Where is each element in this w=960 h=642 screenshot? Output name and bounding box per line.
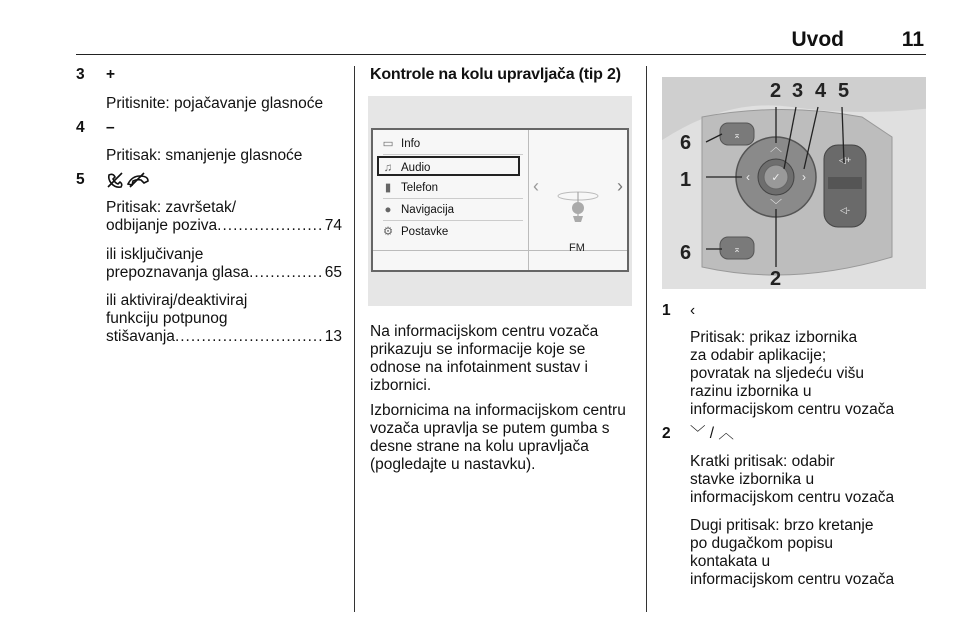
- text-line: po dugačkom popisu: [690, 535, 834, 552]
- item-description: Pritisak: smanjenje glasnoće: [106, 147, 303, 164]
- text-line: (pogledajte u nastavku).: [370, 456, 536, 473]
- menu-item-info: ▭ Info: [381, 134, 521, 154]
- item-number: 4: [76, 119, 85, 136]
- radio-source-label: FM: [569, 242, 585, 254]
- svg-text:◁+: ◁+: [838, 155, 852, 165]
- entry-text: odbijanje poziva: [106, 217, 218, 234]
- svg-text:﹀: ﹀: [769, 198, 783, 212]
- plus-symbol: +: [106, 66, 116, 83]
- entry-text: prepoznavanja glasa: [106, 264, 250, 281]
- figure-label: 4: [815, 80, 827, 102]
- phone-icon: ▮: [384, 182, 392, 194]
- figure-label: 2: [770, 268, 782, 289]
- column-divider: [354, 66, 355, 612]
- minus-symbol: –: [106, 119, 115, 136]
- svg-text:◁-: ◁-: [840, 205, 850, 215]
- menu-separator: [383, 220, 523, 221]
- menu-separator: [383, 154, 523, 155]
- column-divider: [646, 66, 647, 612]
- leader-dots: [217, 217, 323, 235]
- item-description: ili aktiviraj/deaktiviraj: [106, 292, 248, 309]
- svg-text:›: ›: [802, 170, 806, 184]
- text-line: Pritisak: prikaz izbornika: [690, 329, 858, 346]
- leader-dots: [249, 264, 323, 282]
- text-line: povratak na sljedeću višu: [690, 365, 865, 382]
- item-number: 1: [662, 302, 671, 319]
- item-number: 3: [76, 66, 85, 83]
- text-line: izbornici.: [370, 377, 432, 394]
- entry-text: stišavanja: [106, 328, 175, 345]
- phone-mute-icon: [106, 171, 150, 194]
- figure-label: 3: [792, 80, 804, 102]
- svg-text:⌅: ⌅: [733, 130, 741, 140]
- compass-icon: ●: [384, 204, 392, 216]
- page-number: 11: [901, 28, 924, 51]
- leader-dots: [175, 328, 323, 346]
- svg-text:︿: ︿: [769, 140, 783, 154]
- figure-label: 6: [680, 242, 692, 264]
- text-line: Na informacijskom centru vozača: [370, 323, 599, 340]
- item-description: Pritisnite: pojačavanje glasnoće: [106, 95, 324, 112]
- menu-item-phone: ▮ Telefon: [381, 178, 521, 198]
- page-reference-entry: [106, 217, 342, 235]
- item-number: 2: [662, 425, 671, 442]
- text-line: informacijskom centru vozača: [690, 401, 895, 418]
- text-line: kontakata u: [690, 553, 771, 570]
- chevron-right-icon: ›: [617, 176, 623, 196]
- menu-separator: [383, 198, 523, 199]
- menu-item-settings: ⚙ Postavke: [381, 222, 521, 242]
- svg-text:✓: ✓: [771, 172, 781, 184]
- info-icon: ▭: [382, 138, 394, 150]
- text-line: Kratki pritisak: odabir: [690, 453, 835, 470]
- item-description: funkciju potpunog: [106, 310, 228, 327]
- page-reference: 74: [324, 217, 342, 234]
- text-line: odnose na infotainment sustav i: [370, 359, 588, 376]
- text-line: informacijskom centru vozača: [690, 571, 895, 588]
- item-description: ili isključivanje: [106, 246, 204, 263]
- figure-label: 6: [680, 132, 692, 154]
- page-reference-entry: [106, 264, 342, 282]
- page-reference: 65: [324, 264, 342, 281]
- panel-divider: [373, 250, 627, 251]
- text-line: za odabir aplikacije;: [690, 347, 827, 364]
- text-line: Dugi pritisak: brzo kretanje: [690, 517, 874, 534]
- menu-item-audio: ♫ Audio: [377, 156, 520, 176]
- text-line: informacijskom centru vozača: [690, 489, 895, 506]
- svg-text:‹: ‹: [746, 170, 750, 184]
- page-reference-entry: [106, 328, 342, 346]
- text-line: vozača upravlja se putem gumba s: [370, 420, 610, 437]
- item-number: 5: [76, 171, 85, 188]
- text-line: stavke izbornika u: [690, 471, 815, 488]
- text-line: desne strane na kolu upravljača: [370, 438, 589, 455]
- figure-label: 2: [770, 80, 782, 102]
- page-reference: 13: [324, 328, 342, 345]
- svg-text:⌅: ⌅: [733, 244, 741, 254]
- text-line: Izbornicima na informacijskom centru: [370, 402, 626, 419]
- item-description: Pritisak: završetak/: [106, 199, 237, 216]
- infotainment-screen-figure: [368, 96, 632, 306]
- figure-label: 1: [680, 169, 692, 191]
- chevron-up-down-icon: ﹀ / ︿: [690, 425, 734, 442]
- radio-icon: [553, 186, 603, 236]
- chevron-left-icon: ‹: [533, 176, 539, 196]
- menu-item-navigation: ● Navigacija: [381, 200, 521, 220]
- settings-icon: ⚙: [382, 226, 394, 238]
- section-title: Uvod: [791, 28, 844, 51]
- driver-info-display: [371, 128, 629, 272]
- text-line: razinu izbornika u: [690, 383, 812, 400]
- header-divider: [76, 54, 926, 55]
- music-note-icon: ♫: [383, 162, 393, 174]
- panel-divider: [528, 130, 529, 270]
- text-line: prikazuju se informacije koje se: [370, 341, 586, 358]
- page-header: [76, 26, 926, 56]
- chevron-left-icon: ‹: [690, 302, 696, 319]
- figure-label: 5: [838, 80, 850, 102]
- steering-wheel-controls-figure: [662, 77, 926, 289]
- section-heading: Kontrole na kolu upravljača (tip 2): [370, 66, 621, 83]
